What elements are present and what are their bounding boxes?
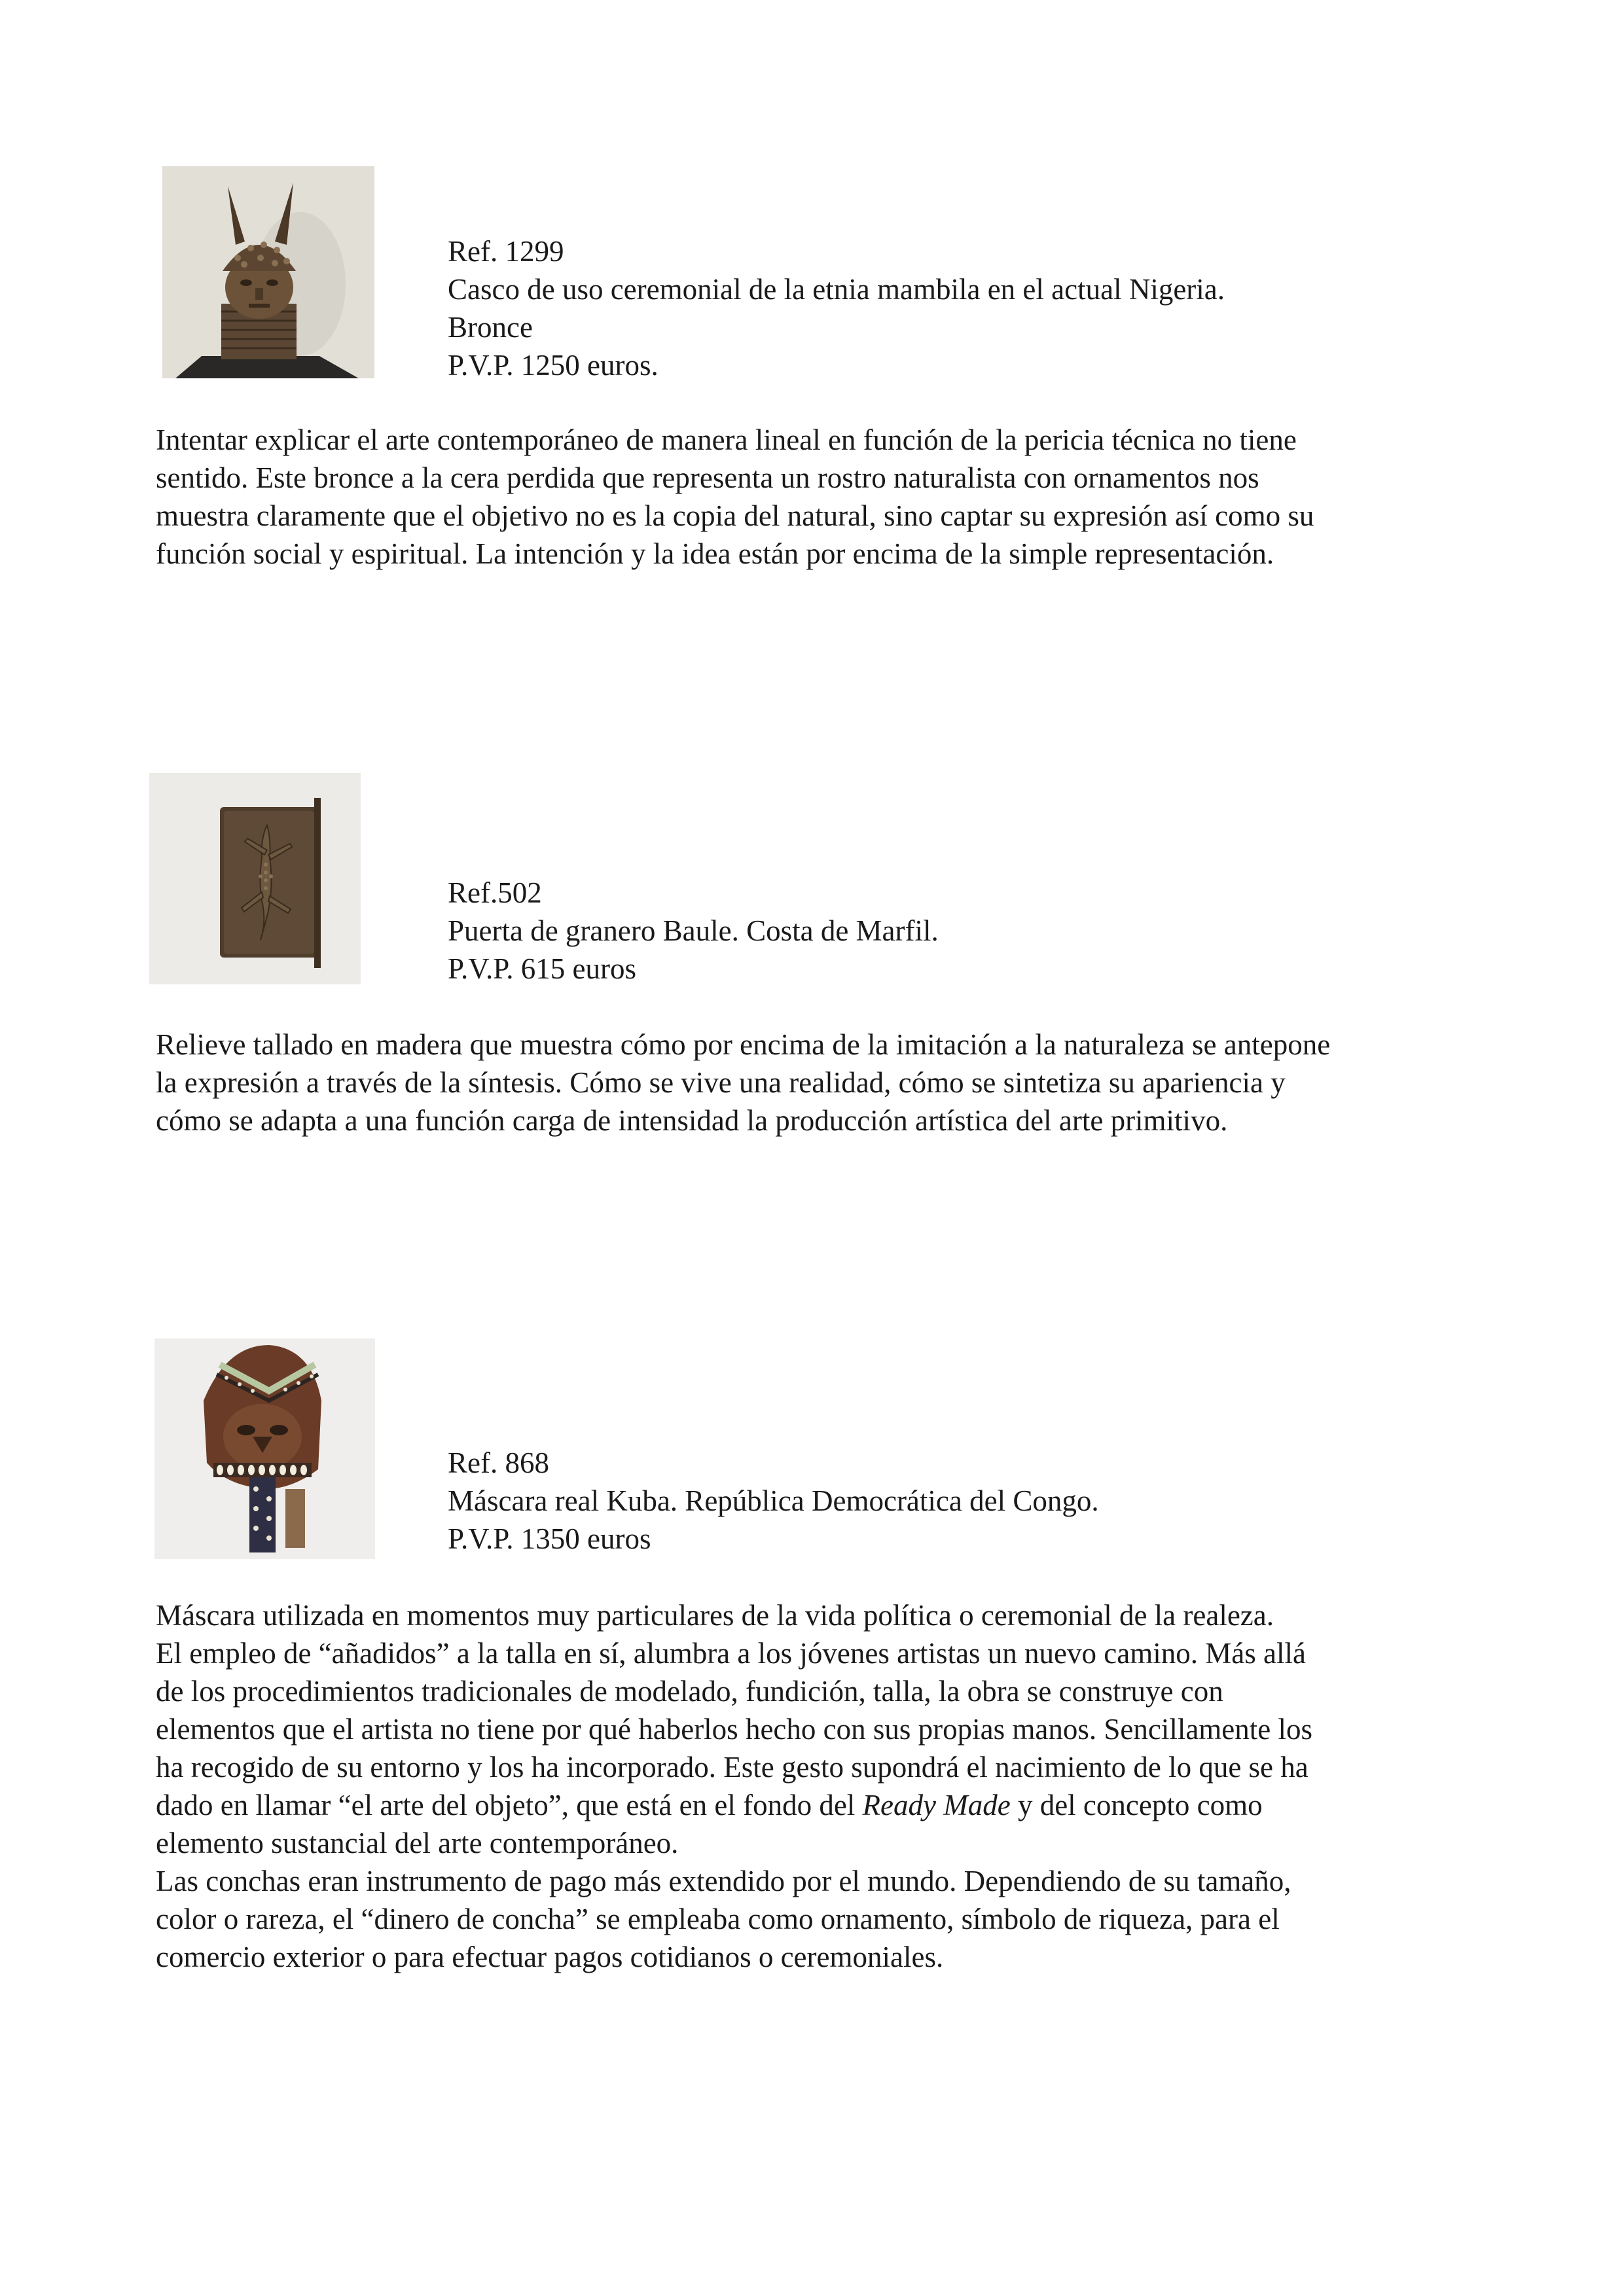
item-3-desc-line: Máscara utilizada en momentos muy particulares de la vida política o ceremonial de la realeza. xyxy=(156,1599,1274,1632)
item-2-desc-line: cómo se adapta a una función carga de intensidad la producción artística del arte primitivo. xyxy=(156,1104,1228,1137)
item-2-caption xyxy=(448,874,939,988)
kuba-mask-photo xyxy=(154,1338,375,1559)
ready-made-term: Ready Made xyxy=(862,1789,1011,1821)
item-3-desc-line-italic xyxy=(156,1786,1491,1824)
item-3-desc-line: elemento sustancial del arte contemporáneo. xyxy=(156,1827,679,1859)
item-3-desc-line: Las conchas eran instrumento de pago más extendido por el mundo. Dependiendo de su tamaño, xyxy=(156,1865,1291,1897)
item-3-ref: Ref. 868 xyxy=(448,1446,549,1479)
item-3-desc-line: comercio exterior o para efectuar pagos cotidianos o ceremoniales. xyxy=(156,1941,944,1973)
item-1-material: Bronce xyxy=(448,311,533,344)
item-1-desc-line: muestra claramente que el objetivo no es la copia del natural, sino captar su expresión así como su xyxy=(156,499,1314,532)
item-1-title: Casco de uso ceremonial de la etnia mambila en el actual Nigeria. xyxy=(448,273,1225,306)
granary-door-photo xyxy=(149,773,361,984)
item-2-price: P.V.P. 615 euros xyxy=(448,952,636,985)
item-1-desc-line: Intentar explicar el arte contemporáneo de manera lineal en función de la pericia técnica no tiene xyxy=(156,423,1297,456)
item-3-price: P.V.P. 1350 euros xyxy=(448,1522,651,1555)
item-3-title: Máscara real Kuba. República Democrática del Congo. xyxy=(448,1484,1099,1517)
item-1-description xyxy=(156,421,1491,573)
text-run: y del concepto como xyxy=(1010,1789,1263,1821)
item-1-ref: Ref. 1299 xyxy=(448,235,564,268)
item-2-desc-line: Relieve tallado en madera que muestra cómo por encima de la imitación a la naturaleza se antepone xyxy=(156,1028,1331,1061)
item-3-desc-line: ha recogido de su entorno y los ha incorporado. Este gesto supondrá el nacimiento de lo que se ha xyxy=(156,1751,1308,1784)
item-1-desc-line: función social y espiritual. La intención y la idea están por encima de la simple representación. xyxy=(156,537,1274,570)
item-2-desc-line: la expresión a través de la síntesis. Cómo se vive una realidad, cómo se sintetiza su apariencia y xyxy=(156,1066,1286,1099)
item-2-ref: Ref.502 xyxy=(448,876,542,909)
item-2-description xyxy=(156,1026,1491,1139)
item-3-desc-line: color o rareza, el “dinero de concha” se empleaba como ornamento, símbolo de riqueza, para el xyxy=(156,1903,1280,1935)
item-3-description xyxy=(156,1596,1491,1976)
item-1-caption xyxy=(448,232,1225,384)
item-3-desc-line: El empleo de “añadidos” a la talla en sí, alumbra a los jóvenes artistas un nuevo camino. Más allá xyxy=(156,1637,1306,1670)
item-2-title: Puerta de granero Baule. Costa de Marfil. xyxy=(448,914,939,947)
text-run: dado en llamar “el arte del objeto”, que está en el fondo del xyxy=(156,1789,863,1821)
item-3-desc-line: elementos que el artista no tiene por qué haberlos hecho con sus propias manos. Sencillamente los xyxy=(156,1713,1313,1746)
item-1-price: P.V.P. 1250 euros. xyxy=(448,349,659,382)
item-3-caption xyxy=(448,1444,1099,1558)
item-3-desc-line: de los procedimientos tradicionales de modelado, fundición, talla, la obra se construye con xyxy=(156,1675,1223,1708)
bronze-helmet-photo xyxy=(162,166,374,378)
item-1-desc-line: sentido. Este bronce a la cera perdida que representa un rostro naturalista con ornamentos nos xyxy=(156,461,1259,494)
